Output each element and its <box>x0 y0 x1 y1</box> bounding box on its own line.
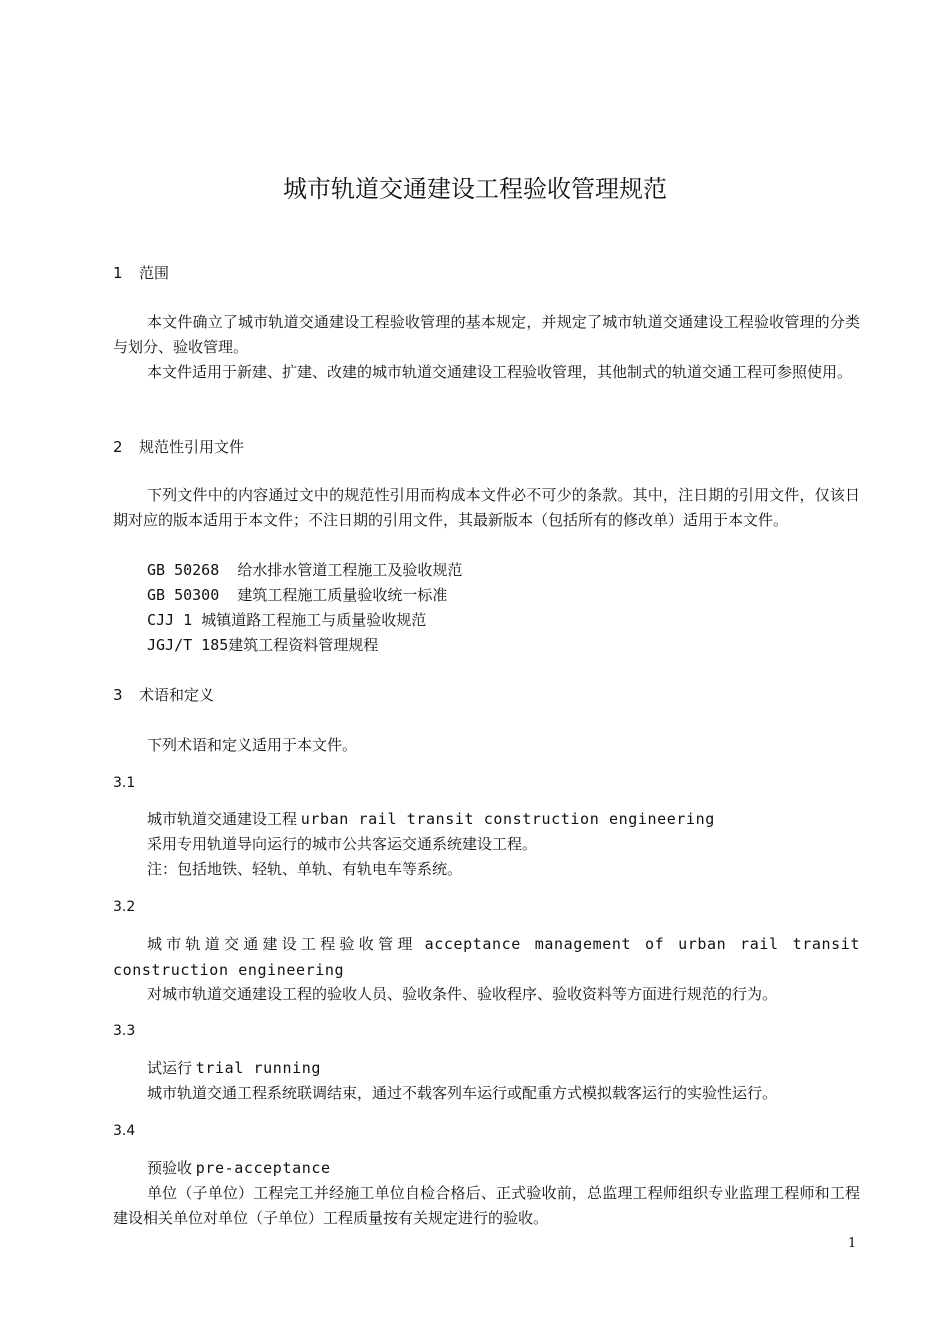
term-definition: 采用专用轨道导向运行的城市公共客运交通系统建设工程。 <box>147 835 538 853</box>
term-en: urban rail transit construction engineering <box>300 810 715 828</box>
reference-item <box>147 633 378 658</box>
clause-number: 3.1 <box>113 775 136 791</box>
term-note <box>147 857 462 882</box>
reference-item <box>147 608 426 633</box>
term-en: pre-acceptance <box>195 1159 331 1177</box>
term-zh: 城市轨道交通建设工程 <box>147 810 298 828</box>
section-3-heading <box>113 684 214 706</box>
term-en: trial running <box>195 1059 321 1077</box>
reference-code: CJJ 1 <box>147 611 202 629</box>
reference-item <box>147 583 447 608</box>
reference-name: 城镇道路工程施工与质量验收规范 <box>201 611 427 629</box>
references-intro: 下列文件中的内容通过文中的规范性引用而构成本文件必不可少的条款。其中，注日期的引用文件，仅该日期对应的版本适用于本文件；不注日期的引用文件，其最新版本（包括所有的修改单）适用于本文件。 <box>113 486 860 529</box>
reference-code: GB 50300 <box>147 586 238 604</box>
clause-number: 3.4 <box>113 1123 136 1139</box>
document-title: 城市轨道交通建设工程验收管理规范 <box>283 175 667 203</box>
reference-code: JGJ/T 185 <box>147 636 229 654</box>
term-heading <box>113 1156 860 1182</box>
section-number: 2 <box>113 438 123 456</box>
term-definition: 城市轨道交通工程系统联调结束，通过不载客列车运行或配重方式模拟载客运行的实验性运行。 <box>147 1084 778 1102</box>
term-zh: 试运行 <box>147 1059 193 1077</box>
term-en: acceptance management of urban rail transit construction engineering <box>113 935 860 979</box>
section-number: 1 <box>113 264 123 282</box>
terms-intro: 下列术语和定义适用于本文件。 <box>147 736 358 754</box>
page-number: 1 <box>848 1236 857 1251</box>
term-heading <box>113 1056 860 1082</box>
reference-item <box>147 558 462 583</box>
section-title: 术语和定义 <box>139 686 215 704</box>
section-title: 规范性引用文件 <box>139 438 245 456</box>
reference-name: 给水排水管道工程施工及验收规范 <box>237 561 463 579</box>
scope-paragraph-2: 本文件适用于新建、扩建、改建的城市轨道交通建设工程验收管理，其他制式的轨道交通工程可参照使用。 <box>147 363 853 381</box>
term-definition: 单位（子单位）工程完工并经施工单位自检合格后、正式验收前，总监理工程师组织专业监理工程师和工程建设相关单位对单位（子单位）工程质量按有关规定进行的验收。 <box>113 1184 860 1227</box>
term-definition: 对城市轨道交通建设工程的验收人员、验收条件、验收程序、验收资料等方面进行规范的行为。 <box>147 985 778 1003</box>
reference-name: 建筑工程施工质量验收统一标准 <box>237 586 448 604</box>
section-title: 范围 <box>139 264 170 282</box>
note-label: 注： <box>147 860 178 878</box>
term-heading <box>113 807 860 833</box>
term-zh: 预验收 <box>147 1159 193 1177</box>
section-1-heading <box>113 262 169 284</box>
clause-number: 3.2 <box>113 899 136 915</box>
reference-code: GB 50268 <box>147 561 238 579</box>
scope-paragraph-1: 本文件确立了城市轨道交通建设工程验收管理的基本规定，并规定了城市轨道交通建设工程验收管理的分类与划分、验收管理。 <box>113 313 860 356</box>
section-2-heading <box>113 436 244 458</box>
note-text: 包括地铁、轻轨、单轨、有轨电车等系统。 <box>177 860 463 878</box>
section-number: 3 <box>113 686 123 704</box>
term-zh: 城市轨道交通建设工程验收管理 <box>147 935 417 953</box>
clause-number: 3.3 <box>113 1023 136 1039</box>
term-heading <box>113 932 860 984</box>
reference-name: 建筑工程资料管理规程 <box>228 636 379 654</box>
